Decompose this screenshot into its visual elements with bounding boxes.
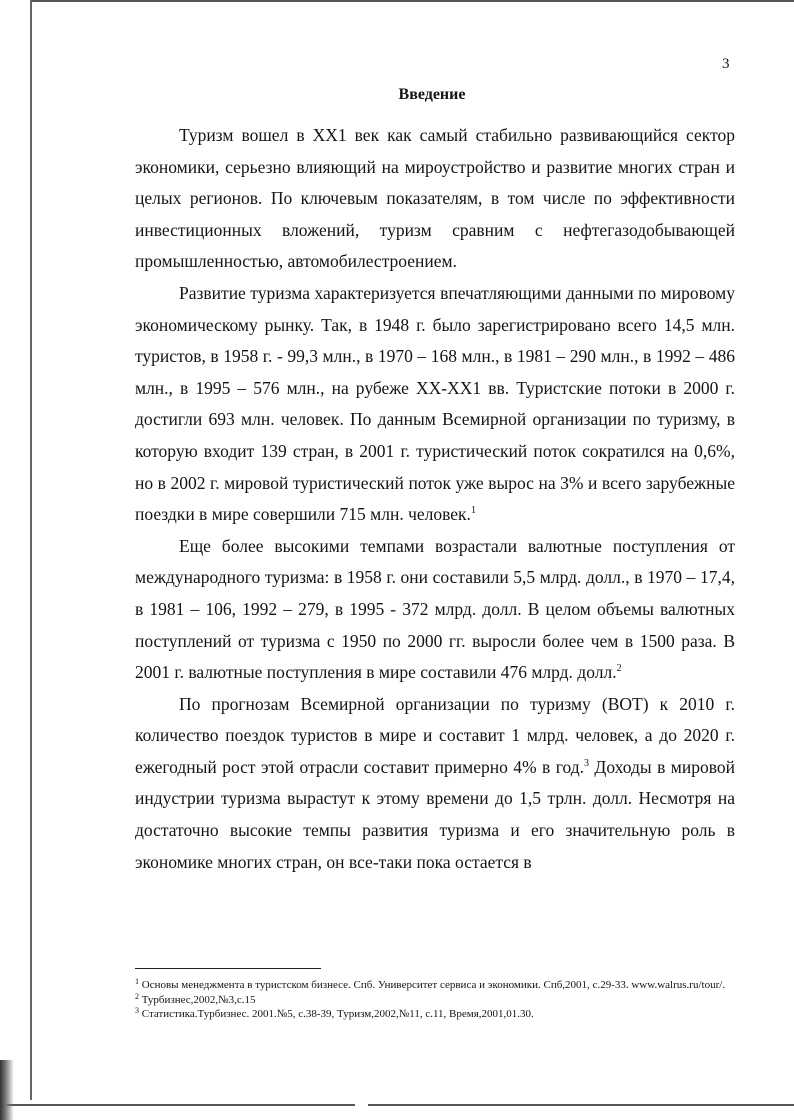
- paragraph-4-text-a: По прогнозам Всемирной организации по туризму (ВОТ) к 2010 г. количество поездок туристов в мире и составит 1 млрд. человек, а до 2020 г. ежегодный рост этой отрасли составит примерно 4% в год.: [135, 693, 735, 777]
- scan-border-bottom-left: [0, 1104, 355, 1106]
- footnote-1: [135, 978, 735, 993]
- paragraph-4: [135, 689, 735, 879]
- footnote-divider: [135, 968, 321, 969]
- body-text: [135, 120, 735, 878]
- scan-shadow: [0, 1060, 14, 1120]
- paragraph-1-text: Туризм вошел в XX1 век как самый стабильно развивающийся сектор экономики, серьезно влияющий на мироустройство и развитие многих стран и целых регионов. По ключевым показателям, в том числе по эффективности инвестиционных вложений, туризм сравним с нефтегазодобывающей промышленностью, автомобилестроением.: [135, 125, 735, 272]
- footnote-2-number: 2: [135, 991, 139, 1001]
- footnote-ref-2: 2: [616, 663, 622, 675]
- page-title: Введение: [398, 86, 466, 103]
- footnote-3: [135, 1007, 735, 1022]
- footnote-2-text: Турбизнес,2002,№3,с.15: [139, 993, 256, 1006]
- footnotes: [135, 978, 735, 1022]
- paragraph-2-text: Развитие туризма характеризуется впечатляющими данными по мировому экономическому рынку. Так, в 1948 г. было зарегистрировано всего 14,5 млн. туристов, в 1958 г. - 99,3 млн., в 1970 – 168 млн., в 1981 – 290 млн., в 1992 – 486 млн., в 1995 – 576 млн., на рубеже XX-XX1 вв. Туристские потоки в 2000 г. достигли 693 млн. человек. По данным Всемирной организации по туризму, в которую входит 139 стран, в 2001 г. туристический поток сократился на 0,6%, но в 2002 г. мировой туристический поток уже вырос на 3% и всего зарубежные поездки в мире совершили 715 млн. человек.: [135, 282, 735, 525]
- footnote-1-number: 1: [135, 977, 139, 986]
- footnote-3-number: 3: [135, 1006, 139, 1015]
- footnote-ref-3: 3: [584, 757, 589, 769]
- footnote-2: [135, 993, 735, 1008]
- scan-border-left: [30, 0, 32, 1100]
- scan-border-bottom-right: [368, 1104, 794, 1106]
- footnote-ref-1: 1: [470, 505, 476, 517]
- paragraph-4-text-b: Доходы в мировой индустрии туризма вырастут к этому времени до 1,5 трлн. долл. Несмотря на достаточно высокие темпы развития туризма и его значительную роль в экономике многих стран, он все-таки пока остается в: [135, 756, 735, 872]
- footnote-3-text: Статистика.Турбизнес. 2001.№5, с.38-39, Туризм,2002,№11, с.11, Время,2001,01.30.: [139, 1008, 534, 1020]
- paragraph-3-text: Еще более высокими темпами возрастали валютные поступления от международного туризма: в 1958 г. они составили 5,5 млрд. долл., в 1970 – 17,4, в 1981 – 106, 1992 – 279, в 1995 - 372 млрд. долл. В целом объемы валютных поступлений от туризма с 1950 по 2000 гг. выросли более чем в 1500 раза. В 2001 г. валютные поступления в мире составили 476 млрд. долл.: [135, 535, 735, 683]
- paragraph-2: [135, 278, 735, 531]
- page-number: 3: [722, 56, 730, 72]
- paragraph-1: [135, 120, 735, 278]
- scan-border-top: [30, 0, 794, 2]
- paragraph-3: [135, 531, 735, 689]
- footnote-1-text: Основы менеджмента в туристском бизнесе. Спб. Университет сервиса и экономики. Спб,2001, с.29-33. www.walrus.ru/tour/.: [139, 979, 726, 991]
